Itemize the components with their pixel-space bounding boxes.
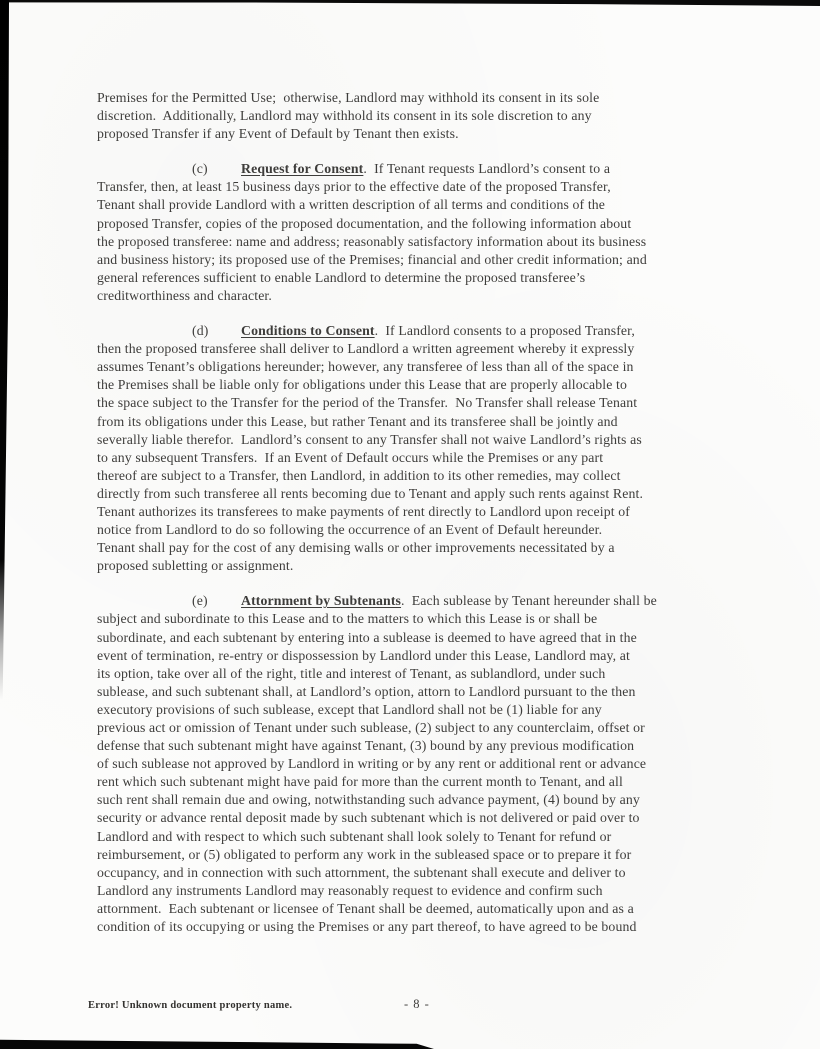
text-line: Transfer, then, at least 15 business days prior to the effective date of the proposed Transfer, — [97, 179, 611, 195]
text-line: its option, take over all of the right, title and interest of Tenant, as sublandlord, under such — [97, 665, 606, 681]
text-line: Tenant shall pay for the cost of any demising walls or other improvements necessitated by a — [97, 540, 615, 556]
text-run: . If Tenant requests Landlord’s consent to a — [363, 161, 611, 177]
text-line — [97, 592, 729, 610]
text-line: condition of its occupying or using the Premises or any part thereof, to have agreed to be bound — [97, 919, 637, 935]
text-line: attornment. Each subtenant or licensee of Tenant shall be deemed, automatically upon and as a — [97, 900, 634, 916]
text-line: Landlord any instruments Landlord may reasonably request to evidence and confirm such — [97, 882, 603, 898]
paragraph-(d) — [97, 322, 729, 575]
paragraph-heading: Attornment by Subtenants — [241, 593, 402, 609]
text-line: executory provisions of such sublease, except that Landlord shall not be (1) liable for any — [97, 701, 602, 717]
text-line: Tenant authorizes its transferees to make payments of rent directly to Landlord upon receipt of — [97, 503, 630, 519]
text-line: the proposed transferee: name and address; reasonably satisfactory information about its business — [97, 233, 647, 249]
text-line: general references sufficient to enable Landlord to determine the proposed transferee’s — [97, 269, 586, 285]
text-line: event of termination, re-entry or dispossession by Landlord under this Lease, Landlord may, at — [97, 647, 630, 663]
text-line: proposed subletting or assignment. — [97, 558, 294, 574]
text-line — [97, 322, 729, 340]
scan-artifact-top-edge — [0, 0, 820, 6]
text-line: assumes Tenant’s obligations hereunder; however, any transferee of less than all of the space in — [97, 359, 634, 375]
paragraph-(c) — [97, 160, 729, 305]
text-line: reimbursement, or (5) obligated to perform any work in the subleased space or to prepare it for — [97, 846, 632, 862]
text-run: . Each sublease by Tenant hereunder shall be — [401, 593, 657, 609]
paragraph-heading: Request for Consent — [241, 161, 364, 177]
footer-error-field-code: Error! Unknown document property name. — [88, 1000, 293, 1011]
text-line: notice from Landlord to do so following the occurrence of an Event of Default hereunder. — [97, 522, 603, 538]
paragraph-letter: (e) — [192, 593, 208, 609]
text-line: occupancy, and in connection with such attornment, the subtenant shall execute and deliver to — [97, 864, 626, 880]
text-line: proposed Transfer, copies of the proposed documentation, and the following information about — [97, 215, 632, 231]
text-line: sublease, and such subtenant shall, at Landlord’s option, attorn to Landlord pursuant to the then — [97, 683, 636, 699]
text-line: to any subsequent Transfers. If an Event of Default occurs while the Premises or any part — [97, 449, 604, 465]
paragraph-letter: (d) — [192, 323, 209, 339]
text-line: of such sublease not approved by Landlord in writing or by any rent or additional rent or advance — [97, 756, 647, 772]
text-line: Landlord and with respect to which such subtenant shall look solely to Tenant for refund or — [97, 828, 612, 844]
paragraph-(e) — [97, 592, 729, 936]
text-line: such rent shall remain due and owing, notwithstanding such advance payment, (4) bound by any — [97, 792, 640, 808]
text-line: subordinate, and each subtenant by entering into a sublease is deemed to have agreed that in the — [97, 629, 637, 645]
text-line: defense that such subtenant might have against Tenant, (3) bound by any previous modification — [97, 738, 635, 754]
scan-artifact-bottom-edge — [0, 1039, 434, 1049]
text-line: thereof are subject to a Transfer, then Landlord, in addition to its other remedies, may collect — [97, 467, 621, 483]
text-line: rent which such subtenant might have paid for more than the current month to Tenant, and all — [97, 774, 623, 790]
text-line: creditworthiness and character. — [97, 287, 272, 303]
text-line: security or advance rental deposit made by such subtenant which is not delivered or paid over to — [97, 810, 640, 826]
text-line: from its obligations under this Lease, but rather Tenant and its transferee shall be jointly and — [97, 413, 618, 429]
text-line: then the proposed transferee shall deliver to Landlord a written agreement whereby it expressly — [97, 341, 635, 357]
text-line: Tenant shall provide Landlord with a written description of all terms and conditions of the — [97, 197, 606, 213]
text-line: the Premises shall be liable only for obligations under this Lease that are properly allocable to — [97, 377, 628, 393]
text-line: and business history; its proposed use of the Premises; financial and other credit information; and — [97, 251, 647, 267]
text-line: the space subject to the Transfer for the period of the Transfer. No Transfer shall release Tenant — [97, 395, 638, 411]
paragraph-letter: (c) — [192, 161, 208, 177]
text-run: . If Landlord consents to a proposed Transfer, — [374, 323, 635, 339]
text-line: discretion. Additionally, Landlord may withhold its consent in its sole discretion to any — [97, 108, 592, 124]
paragraph-intro — [97, 89, 729, 143]
footer-page-number: - 8 - — [404, 997, 430, 1011]
text-line: proposed Transfer if any Event of Default by Tenant then exists. — [97, 126, 459, 142]
paragraph-heading: Conditions to Consent — [241, 323, 375, 339]
scan-artifact-left-edge — [0, 0, 9, 700]
text-line — [97, 160, 729, 178]
document-body — [97, 89, 729, 953]
text-line: subject and subordinate to this Lease and to the matters to which this Lease is or shall be — [97, 611, 598, 627]
text-line: Premises for the Permitted Use; otherwise, Landlord may withhold its consent in its sole — [97, 90, 600, 105]
text-line: directly from such transferee all rents becoming due to Tenant and apply such rents against Rent. — [97, 485, 644, 501]
text-line: previous act or omission of Tenant under such sublease, (2) subject to any counterclaim, offset or — [97, 720, 645, 735]
text-line: severally liable therefor. Landlord’s consent to any Transfer shall not waive Landlord’s rights as — [97, 431, 642, 447]
